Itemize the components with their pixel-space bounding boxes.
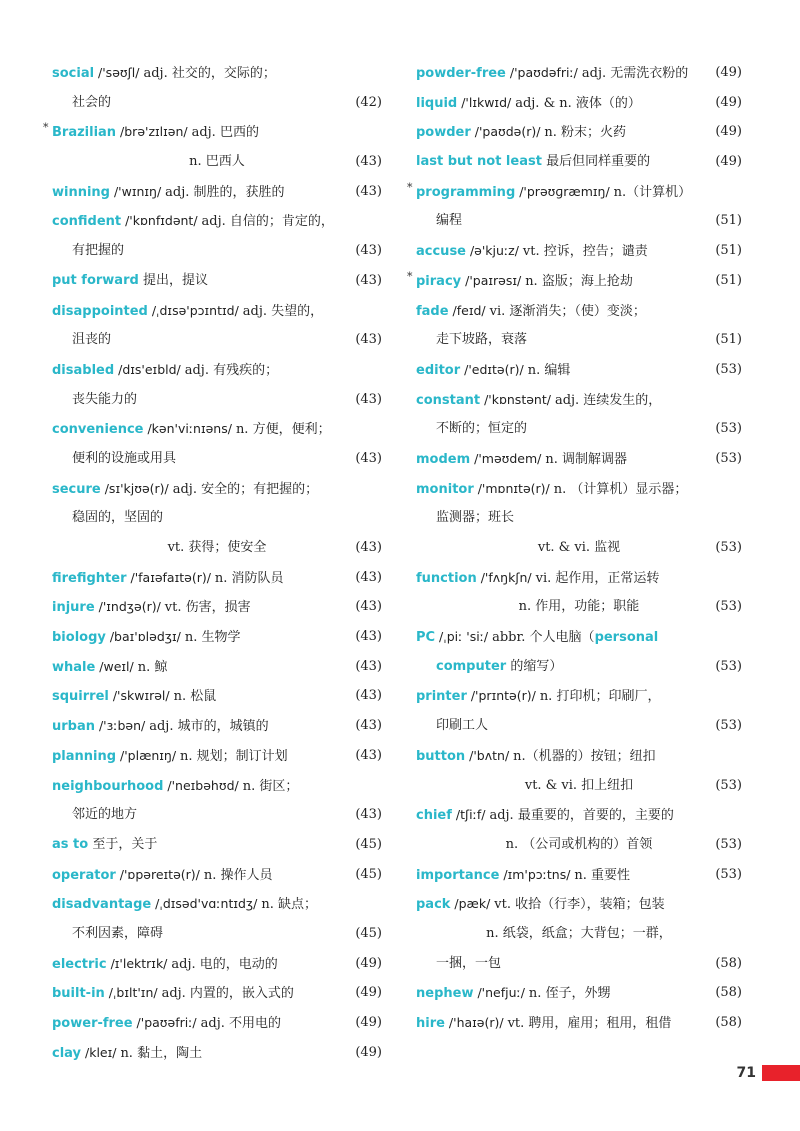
entry-line [52, 1008, 382, 1038]
page-reference: (43) [355, 183, 382, 199]
entry-line [43, 117, 382, 147]
page-footer [737, 1063, 800, 1083]
phonetic: /kleɪ/ [81, 1044, 121, 1060]
entry-line [52, 741, 382, 771]
definition: n. 方便，便利； [235, 422, 331, 438]
entry-line [416, 88, 742, 118]
definition: abbr. 个人电脑（ [492, 630, 595, 646]
headword: clay [52, 1045, 82, 1061]
entry-line [52, 652, 382, 682]
definition: n.（机器的）按钮；纽扣 [513, 748, 656, 764]
phonetic: /'məʊdem/ [470, 450, 546, 466]
headword: editor [416, 362, 461, 378]
entry-line [52, 177, 382, 207]
definition: vt. & vi. 监视 [537, 540, 621, 555]
page-number: 71 [736, 1065, 756, 1081]
definition: vt. 聘用，雇用；租用，租借 [507, 1016, 672, 1031]
entry-line [416, 474, 742, 504]
headword: PC [416, 630, 436, 646]
phonetic: /'paʊdəfriː/ [505, 65, 582, 80]
definition: vt. 获得；使安全 [167, 540, 267, 555]
page-reference: (49) [715, 65, 742, 80]
entry-continuation-line [416, 592, 742, 622]
headword: built-in [52, 986, 105, 1002]
page-reference: (51) [715, 213, 742, 229]
definition: n. 粉末；火药 [544, 125, 627, 141]
headword: nephew [416, 986, 474, 1002]
page-reference: (43) [355, 272, 382, 288]
entry-continuation-line [416, 711, 742, 741]
entry-line [52, 860, 382, 890]
definition: n. 操作人员 [203, 867, 273, 883]
page-reference: (43) [355, 569, 382, 585]
entry-line [52, 474, 382, 504]
entry-line [52, 58, 382, 88]
definition: n. 消防队员 [214, 570, 284, 586]
phonetic: /'skwɪrəl/ [108, 688, 174, 704]
entry-line [52, 563, 382, 593]
entry-continuation-line [52, 444, 382, 474]
definition: 社会的 [72, 94, 112, 110]
page-reference: (51) [715, 332, 742, 348]
entry-line [416, 147, 742, 177]
definition: n. 作用，功能；职能 [518, 599, 640, 615]
definition: n. 侄子，外甥 [528, 986, 611, 1002]
headword: liquid [416, 95, 458, 111]
phonetic: /'wɪnɪŋ/ [110, 183, 166, 199]
phonetic: /ˌbɪlt'ɪn/ [104, 985, 162, 1001]
headword: computer [436, 658, 507, 674]
page-reference: (43) [355, 450, 382, 466]
definition: 稳固的，坚固的 [72, 510, 164, 526]
phonetic: /'plænɪŋ/ [116, 747, 181, 763]
entry-continuation-line [416, 503, 742, 533]
phonetic: /brə'zɪlɪən/ [116, 124, 192, 140]
phonetic: /'neɪbəhʊd/ [163, 777, 243, 793]
headword: squirrel [52, 689, 109, 705]
phonetic: /ˌdɪsəd'vɑːntɪdʒ/ [151, 896, 262, 912]
definition: adj. 不用电的 [200, 1016, 281, 1031]
entry-continuation-line [416, 830, 742, 860]
phonetic: /'ɜːbən/ [95, 718, 150, 734]
definition: 一捆，一包 [436, 955, 502, 971]
phonetic: /'paʊdə(r)/ [470, 124, 545, 140]
definition: n. 规划；制订计划 [180, 748, 288, 764]
definition: adj. 失望的， [242, 303, 324, 319]
page-reference: (43) [355, 540, 382, 555]
definition: 提出，提议 [138, 272, 208, 288]
page-reference: (49) [355, 955, 382, 971]
phonetic: /'bʌtn/ [465, 747, 514, 763]
page-reference: (53) [715, 540, 742, 555]
definition: vt. 控诉，控告；谴责 [522, 244, 648, 260]
headword: secure [52, 481, 101, 497]
entry-line [52, 949, 382, 979]
page-reference: (43) [355, 658, 382, 674]
definition: 有把握的 [72, 243, 125, 259]
entry-line [52, 266, 382, 296]
headword: fade [416, 303, 449, 319]
headword: disabled [52, 362, 115, 378]
definition: adj. 连续发生的， [554, 392, 662, 408]
definition: 走下坡路，衰落 [436, 332, 528, 348]
definition: n. 缺点； [261, 897, 317, 913]
definition: adj. 巴西的 [191, 125, 259, 141]
headword: chief [416, 808, 452, 824]
headword: monitor [416, 481, 474, 497]
page-reference: (53) [715, 718, 742, 734]
page-reference: (43) [355, 391, 382, 407]
entry-line [416, 385, 742, 415]
phonetic: /'kɒnstənt/ [480, 391, 555, 407]
entry-line [416, 355, 742, 385]
entry-continuation-line [52, 533, 382, 563]
star-marker: * [407, 180, 413, 194]
page-reference: (49) [355, 1015, 382, 1030]
entry-line [52, 830, 382, 860]
entry-line [416, 652, 742, 682]
entry-line [52, 622, 382, 652]
phonetic: /ɪm'pɔːtns/ [499, 866, 575, 882]
headword: importance [416, 867, 500, 883]
entry-line [416, 860, 742, 890]
page-reference: (45) [355, 866, 382, 882]
definition: adj. 内置的，嵌入式的 [161, 986, 294, 1002]
headword: whale [52, 659, 96, 675]
phonetic: /'fʌŋkʃn/ [476, 569, 536, 585]
phonetic: /'ɪndʒə(r)/ [94, 599, 165, 615]
definition: adj. 最重要的，首要的，主要的 [489, 808, 674, 824]
entry-line [52, 206, 382, 236]
definition: n. 调制解调器 [545, 451, 627, 467]
right-column [407, 58, 742, 1038]
entry-continuation-line [52, 88, 382, 118]
page-reference: (45) [355, 925, 382, 941]
definition: n. 重要性 [574, 867, 631, 883]
definition: adj. 制胜的，获胜的 [165, 184, 285, 200]
headword: planning [52, 748, 117, 764]
definition: 便利的设施或用具 [72, 450, 177, 466]
definition: vt. & vi. 扣上纽扣 [524, 777, 634, 793]
definition: vi. 逐渐消失；（使）变淡； [489, 303, 646, 319]
entry-continuation-line [416, 771, 742, 801]
definition: 沮丧的 [72, 332, 112, 348]
phonetic: /'paʊəfriː/ [132, 1015, 201, 1030]
definition: adj. 安全的；有把握的； [172, 481, 319, 497]
definition: n. 生物学 [184, 630, 241, 646]
headword: convenience [52, 422, 144, 438]
entry-continuation-line [52, 385, 382, 415]
page-reference: (49) [715, 154, 742, 170]
page-reference: (53) [715, 361, 742, 377]
definition: 最后但同样重要的 [541, 154, 651, 170]
page-reference: (53) [715, 421, 742, 437]
headword: biology [52, 630, 106, 646]
definition: n. 松鼠 [173, 689, 217, 705]
definition: adj. 自信的；肯定的， [201, 214, 334, 230]
headword: neighbourhood [52, 778, 164, 794]
phonetic: /'səʊʃl/ [94, 65, 144, 80]
definition: adj. 有残疾的； [184, 362, 279, 378]
definition: n.（计算机） [613, 184, 692, 200]
page-reference: (51) [715, 272, 742, 288]
entry-continuation-line [52, 503, 382, 533]
definition: adj. & n. 液体（的） [515, 95, 641, 111]
phonetic: /dɪs'eɪbld/ [114, 361, 185, 377]
entry-continuation-line [52, 325, 382, 355]
page-reference: (58) [715, 985, 742, 1001]
entry-line [416, 978, 742, 1008]
page-reference: (43) [355, 629, 382, 645]
entry-line [416, 117, 742, 147]
entry-line [52, 1038, 382, 1068]
definition: n. 街区； [242, 778, 299, 794]
phonetic: /'paɪrəsɪ/ [461, 272, 526, 288]
phonetic: /weɪl/ [95, 658, 138, 674]
definition: vi. 起作用，正常运转 [535, 570, 660, 586]
definition: 不断的；恒定的 [436, 421, 528, 437]
headword: social [52, 66, 95, 81]
headword: powder [416, 125, 471, 141]
page-reference: (53) [715, 450, 742, 466]
page-reference: (43) [355, 332, 382, 348]
entry-line [416, 563, 742, 593]
headword: constant [416, 392, 481, 408]
headword: disappointed [52, 303, 148, 319]
page-reference: (58) [715, 955, 742, 971]
phonetic: /'faɪəfaɪtə(r)/ [126, 569, 215, 585]
headword: hire [416, 1016, 445, 1031]
left-column [43, 58, 382, 1067]
entry-line [407, 177, 742, 207]
phonetic: /'kɒnfɪdənt/ [121, 213, 202, 229]
page-reference: (43) [355, 599, 382, 615]
definition: 的缩写） [506, 658, 563, 674]
headword: Brazilian [52, 125, 117, 141]
page-reference: (53) [715, 866, 742, 882]
star-marker: * [43, 121, 49, 135]
page-reference: (42) [355, 94, 382, 110]
definition: n. 鲸 [137, 659, 168, 675]
page-reference: (43) [355, 154, 382, 170]
phonetic: /feɪd/ [448, 302, 490, 318]
entry-continuation-line [52, 236, 382, 266]
headword: power-free [52, 1016, 133, 1031]
headword: printer [416, 689, 467, 705]
page-reference: (49) [355, 1044, 382, 1060]
definition: 监测器；班长 [436, 510, 515, 526]
page-reference: (53) [715, 836, 742, 852]
entry-continuation-line [416, 325, 742, 355]
entry-line [52, 296, 382, 326]
definition: n. 盗版；海上抢劫 [525, 273, 633, 289]
phonetic: /ɪ'lektrɪk/ [106, 955, 172, 971]
definition: adj. 社交的，交际的； [143, 66, 276, 81]
page-reference: (43) [355, 688, 382, 704]
page-reference: (49) [715, 94, 742, 110]
phonetic: /baɪ'ɒlədʒɪ/ [105, 629, 185, 645]
entry-line [416, 58, 742, 88]
phonetic: /ˌpiː 'siː/ [435, 629, 493, 645]
definition: n. 打印机；印刷厂， [539, 689, 661, 705]
entry-line [416, 681, 742, 711]
page-reference: (53) [715, 658, 742, 674]
headword: winning [52, 184, 110, 200]
entry-continuation-line [52, 147, 382, 177]
entry-line [416, 800, 742, 830]
entry-line [52, 711, 382, 741]
phonetic: /ə'kjuːz/ [466, 243, 523, 259]
headword: operator [52, 867, 116, 883]
headword: confident [52, 214, 122, 230]
definition: 丧失能力的 [72, 391, 138, 407]
phonetic: /ˌdɪsə'pɔɪntɪd/ [147, 302, 243, 318]
entry-line [416, 622, 742, 652]
definition: 至于，关于 [88, 836, 158, 852]
entry-continuation-line [52, 919, 382, 949]
definition: 不利因素，障碍 [72, 925, 164, 941]
phonetic: /'mɒnɪtə(r)/ [473, 480, 554, 496]
headword: last but not least [416, 154, 542, 170]
entry-line [52, 355, 382, 385]
entry-line [416, 444, 742, 474]
entry-line [52, 592, 382, 622]
definition: adj. 城市的，城镇的 [149, 719, 269, 735]
phonetic: /'prəʊɡræmɪŋ/ [515, 183, 614, 199]
entry-line [52, 889, 382, 919]
definition: n. 黏土，陶土 [120, 1045, 203, 1061]
phonetic: /'nefjuː/ [473, 985, 529, 1001]
headword: pack [416, 897, 451, 913]
page-reference: (43) [355, 747, 382, 763]
page-reference: (43) [355, 718, 382, 734]
headword: injure [52, 600, 95, 616]
page-reference: (51) [715, 243, 742, 259]
phonetic: /'ɒpəreɪtə(r)/ [115, 866, 204, 882]
headword: disadvantage [52, 897, 152, 913]
entry-line [52, 771, 382, 801]
headword: accuse [416, 244, 466, 260]
page-reference: (45) [355, 836, 382, 852]
page-reference: (53) [715, 777, 742, 793]
entry-continuation-line [416, 533, 742, 563]
page-number-bar [762, 1065, 800, 1081]
definition: vt. 伤害，损害 [164, 600, 251, 616]
entry-line [52, 414, 382, 444]
definition: 邻近的地方 [72, 807, 138, 823]
star-marker: * [407, 269, 413, 283]
entry-continuation-line [416, 206, 742, 236]
headword: powder-free [416, 66, 506, 81]
page-reference: (53) [715, 599, 742, 615]
page-reference: (43) [355, 807, 382, 823]
headword: put forward [52, 272, 139, 288]
phonetic: /kən'viːnɪəns/ [143, 421, 236, 437]
entry-continuation-line [416, 414, 742, 444]
entry-line [416, 236, 742, 266]
headword: function [416, 570, 477, 586]
definition: 印刷工人 [436, 718, 489, 734]
phonetic: /sɪ'kjʊə(r)/ [100, 480, 173, 496]
phonetic: /pæk/ [450, 896, 495, 912]
headword: firefighter [52, 570, 127, 586]
headword: modem [416, 451, 471, 467]
entry-line [52, 681, 382, 711]
entry-line [407, 266, 742, 296]
definition: vt. 收拾（行李），装箱；包装 [494, 897, 665, 913]
entry-line [416, 889, 742, 919]
page-reference: (49) [355, 985, 382, 1001]
entry-continuation-line [416, 949, 742, 979]
phonetic: /'edɪtə(r)/ [460, 361, 528, 377]
definition: adj. 电的，电动的 [171, 956, 278, 972]
entry-line [52, 978, 382, 1008]
headword: urban [52, 719, 95, 735]
headword-inline: personal [594, 630, 659, 646]
entry-line [416, 1008, 742, 1038]
phonetic: /tʃiːf/ [451, 807, 490, 823]
entry-line [416, 296, 742, 326]
page-reference: (43) [355, 243, 382, 259]
headword: as to [52, 836, 89, 852]
headword: electric [52, 956, 107, 972]
entry-continuation-line [52, 800, 382, 830]
entry-line [416, 741, 742, 771]
definition: adj. 无需洗衣粉的 [581, 66, 689, 81]
definition: n. （计算机）显示器； [553, 481, 688, 497]
definition: n. 编辑 [527, 362, 571, 378]
definition: n. 纸袋，纸盒；大背包；一群， [486, 925, 672, 941]
phonetic: /'haɪə(r)/ [444, 1015, 508, 1030]
phonetic: /'prɪntə(r)/ [466, 688, 540, 704]
page-reference: (49) [715, 124, 742, 140]
definition: 编程 [436, 213, 463, 229]
phonetic: /'lɪkwɪd/ [457, 94, 516, 110]
headword: piracy [416, 273, 462, 289]
page-reference: (58) [715, 1015, 742, 1030]
definition: n. 巴西人 [189, 154, 245, 170]
entry-continuation-line [416, 919, 742, 949]
headword: programming [416, 184, 516, 200]
headword: button [416, 748, 466, 764]
definition: n. （公司或机构的）首领 [505, 836, 653, 852]
